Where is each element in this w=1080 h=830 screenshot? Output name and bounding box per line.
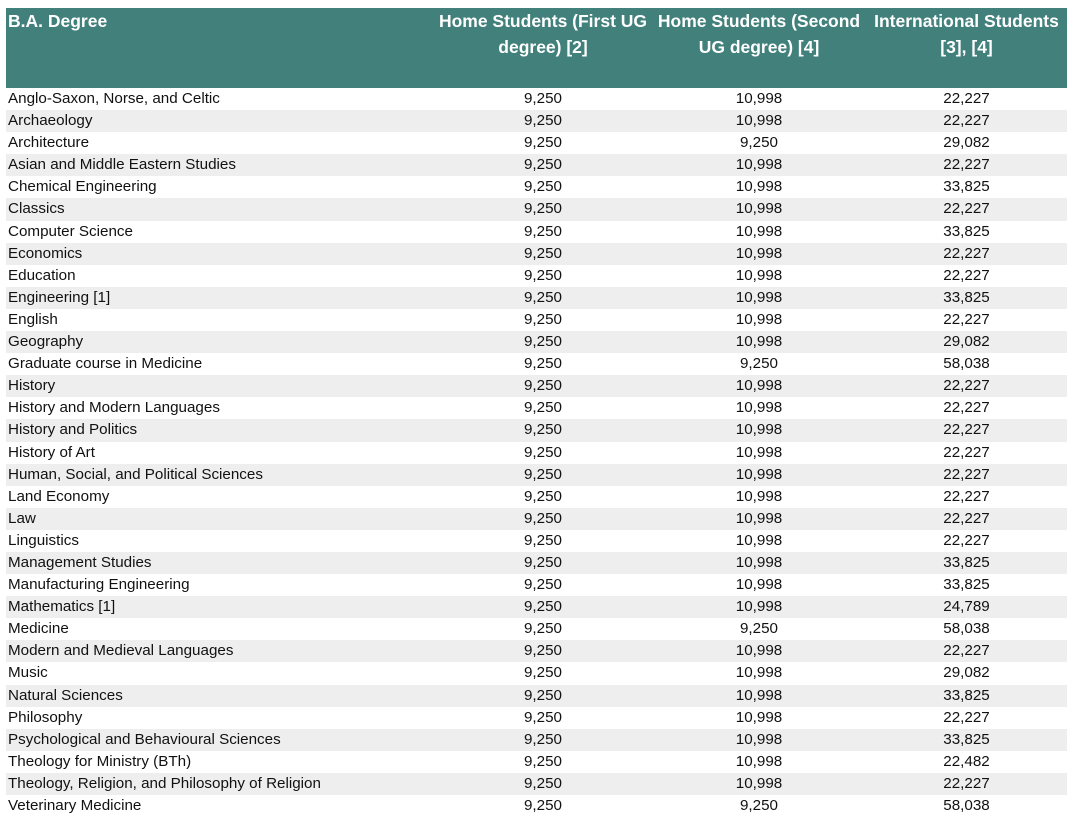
cell-home-second-ug: 10,998 — [735, 90, 783, 107]
cell-home-first-ug: 9,250 — [523, 487, 562, 505]
table-row — [6, 419, 1067, 441]
cell-home-second-ug: 10,998 — [652, 685, 866, 707]
table-row — [6, 486, 1067, 508]
fees-table-container — [6, 8, 1067, 817]
cell-degree: Natural Sciences — [6, 685, 434, 707]
cell-home-second-ug: 10,998 — [652, 287, 866, 309]
cell-international: 58,038 — [943, 797, 990, 814]
cell-home-first-ug: 9,250 — [434, 110, 652, 132]
cell-home-first-ug: 9,250 — [523, 664, 562, 682]
cell-degree: Manufacturing Engineering — [8, 576, 190, 594]
table-row — [6, 198, 1067, 220]
cell-international: 22,227 — [866, 419, 1067, 441]
table-row — [6, 353, 1067, 375]
table-row — [6, 287, 1067, 309]
cell-home-second-ug: 10,998 — [652, 331, 866, 353]
table-row — [6, 110, 1067, 132]
cell-home-first-ug: 9,250 — [523, 134, 562, 152]
table-row — [6, 176, 1067, 198]
table-row — [6, 243, 1067, 265]
cell-home-second-ug: 10,998 — [652, 154, 866, 176]
cell-degree: History and Politics — [6, 419, 434, 441]
cell-international: 22,227 — [866, 154, 1067, 176]
cell-home-second-ug: 10,998 — [652, 552, 866, 574]
table-row — [6, 221, 1067, 243]
cell-degree: Anglo-Saxon, Norse, and Celtic — [8, 90, 220, 107]
cell-degree: Economics — [6, 243, 434, 265]
header-international: International Students [3], [4] — [866, 8, 1067, 88]
cell-home-second-ug: 10,998 — [652, 419, 866, 441]
table-row — [6, 265, 1067, 287]
cell-home-first-ug: 9,250 — [434, 552, 652, 574]
cell-international: 58,038 — [943, 620, 990, 638]
cell-home-second-ug: 10,998 — [652, 640, 866, 662]
cell-international: 33,825 — [943, 222, 990, 240]
cell-international: 33,825 — [943, 178, 990, 196]
cell-home-second-ug: 10,998 — [735, 443, 783, 461]
fees-table — [6, 8, 1067, 817]
cell-international: 22,227 — [866, 464, 1067, 486]
cell-home-first-ug: 9,250 — [523, 443, 562, 461]
cell-degree: Computer Science — [8, 222, 133, 240]
cell-international: 22,227 — [943, 310, 990, 328]
cell-degree: Mathematics [1] — [6, 596, 434, 618]
table-row — [6, 574, 1067, 596]
cell-international: 33,825 — [943, 576, 990, 594]
cell-international: 22,227 — [943, 443, 990, 461]
cell-degree: Music — [8, 664, 48, 682]
cell-degree: Chemical Engineering — [8, 178, 157, 196]
cell-home-second-ug: 10,998 — [652, 596, 866, 618]
header-degree: B.A. Degree — [6, 8, 434, 88]
cell-home-second-ug: 10,998 — [652, 375, 866, 397]
cell-international: 29,082 — [943, 134, 990, 152]
cell-home-first-ug: 9,250 — [434, 640, 652, 662]
cell-home-first-ug: 9,250 — [434, 508, 652, 530]
cell-home-second-ug: 10,998 — [735, 708, 783, 726]
table-row — [6, 309, 1067, 331]
table-row — [6, 464, 1067, 486]
cell-degree: Archaeology — [6, 110, 434, 132]
cell-international: 22,227 — [943, 531, 990, 549]
table-row — [6, 707, 1067, 729]
cell-international: 22,227 — [866, 508, 1067, 530]
cell-home-second-ug: 10,998 — [735, 576, 783, 594]
cell-international: 33,825 — [866, 287, 1067, 309]
cell-home-first-ug: 9,250 — [434, 375, 652, 397]
cell-home-first-ug: 9,250 — [434, 596, 652, 618]
table-row — [6, 154, 1067, 176]
cell-home-second-ug: 9,250 — [739, 355, 778, 373]
cell-degree: Theology for Ministry (BTh) — [8, 752, 192, 770]
cell-international: 22,227 — [866, 198, 1067, 220]
cell-home-first-ug: 9,250 — [434, 154, 652, 176]
cell-degree: Education — [8, 266, 76, 284]
cell-degree: English — [8, 310, 58, 328]
cell-degree: Land Economy — [8, 487, 110, 505]
cell-home-second-ug: 10,998 — [652, 464, 866, 486]
cell-international: 22,227 — [866, 243, 1067, 265]
cell-home-first-ug: 9,250 — [434, 243, 652, 265]
table-row — [6, 795, 1067, 817]
cell-home-first-ug: 9,250 — [434, 773, 652, 795]
table-row — [6, 530, 1067, 552]
table-row — [6, 662, 1067, 684]
table-body — [6, 88, 1067, 817]
cell-degree: Human, Social, and Political Sciences — [6, 464, 434, 486]
cell-international: 58,038 — [943, 355, 990, 373]
cell-home-second-ug: 10,998 — [735, 310, 783, 328]
cell-degree: History of Art — [8, 443, 95, 461]
header-row — [6, 8, 1067, 88]
cell-international: 22,227 — [943, 266, 990, 284]
cell-degree: Asian and Middle Eastern Studies — [6, 154, 434, 176]
cell-home-first-ug: 9,250 — [523, 222, 562, 240]
cell-degree: Philosophy — [8, 708, 83, 726]
cell-degree: Engineering [1] — [6, 287, 434, 309]
table-row — [6, 640, 1067, 662]
cell-home-first-ug: 9,250 — [523, 531, 562, 549]
table-row — [6, 751, 1067, 773]
cell-home-second-ug: 10,998 — [652, 243, 866, 265]
table-row — [6, 685, 1067, 707]
cell-international: 33,825 — [866, 729, 1067, 751]
cell-home-second-ug: 10,998 — [652, 729, 866, 751]
cell-degree: Medicine — [8, 620, 69, 638]
cell-international: 29,082 — [866, 331, 1067, 353]
cell-home-second-ug: 10,998 — [652, 110, 866, 132]
cell-international: 33,825 — [866, 685, 1067, 707]
cell-degree: Veterinary Medicine — [8, 797, 142, 814]
table-row — [6, 132, 1067, 154]
header-home-second-ug: Home Students (Second UG degree) [4] — [652, 8, 866, 88]
cell-home-first-ug: 9,250 — [523, 178, 562, 196]
table-row — [6, 773, 1067, 795]
cell-home-first-ug: 9,250 — [434, 729, 652, 751]
cell-home-second-ug: 9,250 — [739, 134, 778, 152]
cell-international: 22,227 — [943, 487, 990, 505]
cell-degree: Modern and Medieval Languages — [6, 640, 434, 662]
cell-home-first-ug: 9,250 — [434, 419, 652, 441]
table-row — [6, 375, 1067, 397]
cell-home-second-ug: 10,998 — [735, 487, 783, 505]
cell-home-first-ug: 9,250 — [523, 752, 562, 770]
cell-international: 22,227 — [943, 90, 990, 107]
table-row — [6, 618, 1067, 640]
cell-home-first-ug: 9,250 — [523, 620, 562, 638]
cell-degree: Graduate course in Medicine — [8, 355, 203, 373]
cell-home-second-ug: 9,250 — [739, 797, 778, 814]
cell-home-first-ug: 9,250 — [434, 685, 652, 707]
cell-degree: History and Modern Languages — [8, 399, 220, 417]
cell-home-first-ug: 9,250 — [434, 198, 652, 220]
cell-degree: Psychological and Behavioural Sciences — [6, 729, 434, 751]
cell-home-second-ug: 10,998 — [735, 752, 783, 770]
cell-international: 22,227 — [943, 399, 990, 417]
cell-home-second-ug: 10,998 — [652, 773, 866, 795]
table-header — [6, 8, 1067, 88]
cell-home-first-ug: 9,250 — [434, 331, 652, 353]
cell-home-second-ug: 10,998 — [735, 531, 783, 549]
cell-international: 22,227 — [866, 375, 1067, 397]
cell-home-second-ug: 10,998 — [652, 198, 866, 220]
cell-home-second-ug: 9,250 — [739, 620, 778, 638]
cell-international: 22,227 — [866, 773, 1067, 795]
cell-international: 22,482 — [943, 752, 990, 770]
cell-home-second-ug: 10,998 — [735, 222, 783, 240]
cell-home-first-ug: 9,250 — [523, 90, 562, 107]
cell-international: 33,825 — [866, 552, 1067, 574]
cell-home-second-ug: 10,998 — [652, 508, 866, 530]
cell-international: 22,227 — [943, 708, 990, 726]
table-row — [6, 729, 1067, 751]
cell-home-first-ug: 9,250 — [523, 708, 562, 726]
header-home-first-ug: Home Students (First UG degree) [2] — [434, 8, 652, 88]
cell-international: 22,227 — [866, 640, 1067, 662]
cell-international: 24,789 — [866, 596, 1067, 618]
table-row — [6, 88, 1067, 110]
cell-degree: Law — [6, 508, 434, 530]
cell-degree: Classics — [6, 198, 434, 220]
cell-home-second-ug: 10,998 — [735, 664, 783, 682]
cell-international: 22,227 — [866, 110, 1067, 132]
cell-home-first-ug: 9,250 — [523, 355, 562, 373]
cell-home-first-ug: 9,250 — [523, 797, 562, 814]
table-row — [6, 442, 1067, 464]
cell-degree: Theology, Religion, and Philosophy of Religion — [6, 773, 434, 795]
cell-degree: History — [6, 375, 434, 397]
cell-home-first-ug: 9,250 — [523, 310, 562, 328]
cell-home-first-ug: 9,250 — [434, 287, 652, 309]
table-row — [6, 508, 1067, 530]
cell-home-second-ug: 10,998 — [735, 399, 783, 417]
cell-international: 29,082 — [943, 664, 990, 682]
cell-home-first-ug: 9,250 — [523, 576, 562, 594]
table-row — [6, 397, 1067, 419]
table-row — [6, 331, 1067, 353]
cell-home-second-ug: 10,998 — [735, 266, 783, 284]
cell-home-first-ug: 9,250 — [434, 464, 652, 486]
cell-degree: Architecture — [8, 134, 90, 152]
table-row — [6, 552, 1067, 574]
cell-degree: Geography — [6, 331, 434, 353]
cell-home-second-ug: 10,998 — [735, 178, 783, 196]
table-row — [6, 596, 1067, 618]
cell-home-first-ug: 9,250 — [523, 399, 562, 417]
cell-degree: Management Studies — [6, 552, 434, 574]
cell-home-first-ug: 9,250 — [523, 266, 562, 284]
cell-degree: Linguistics — [8, 531, 79, 549]
